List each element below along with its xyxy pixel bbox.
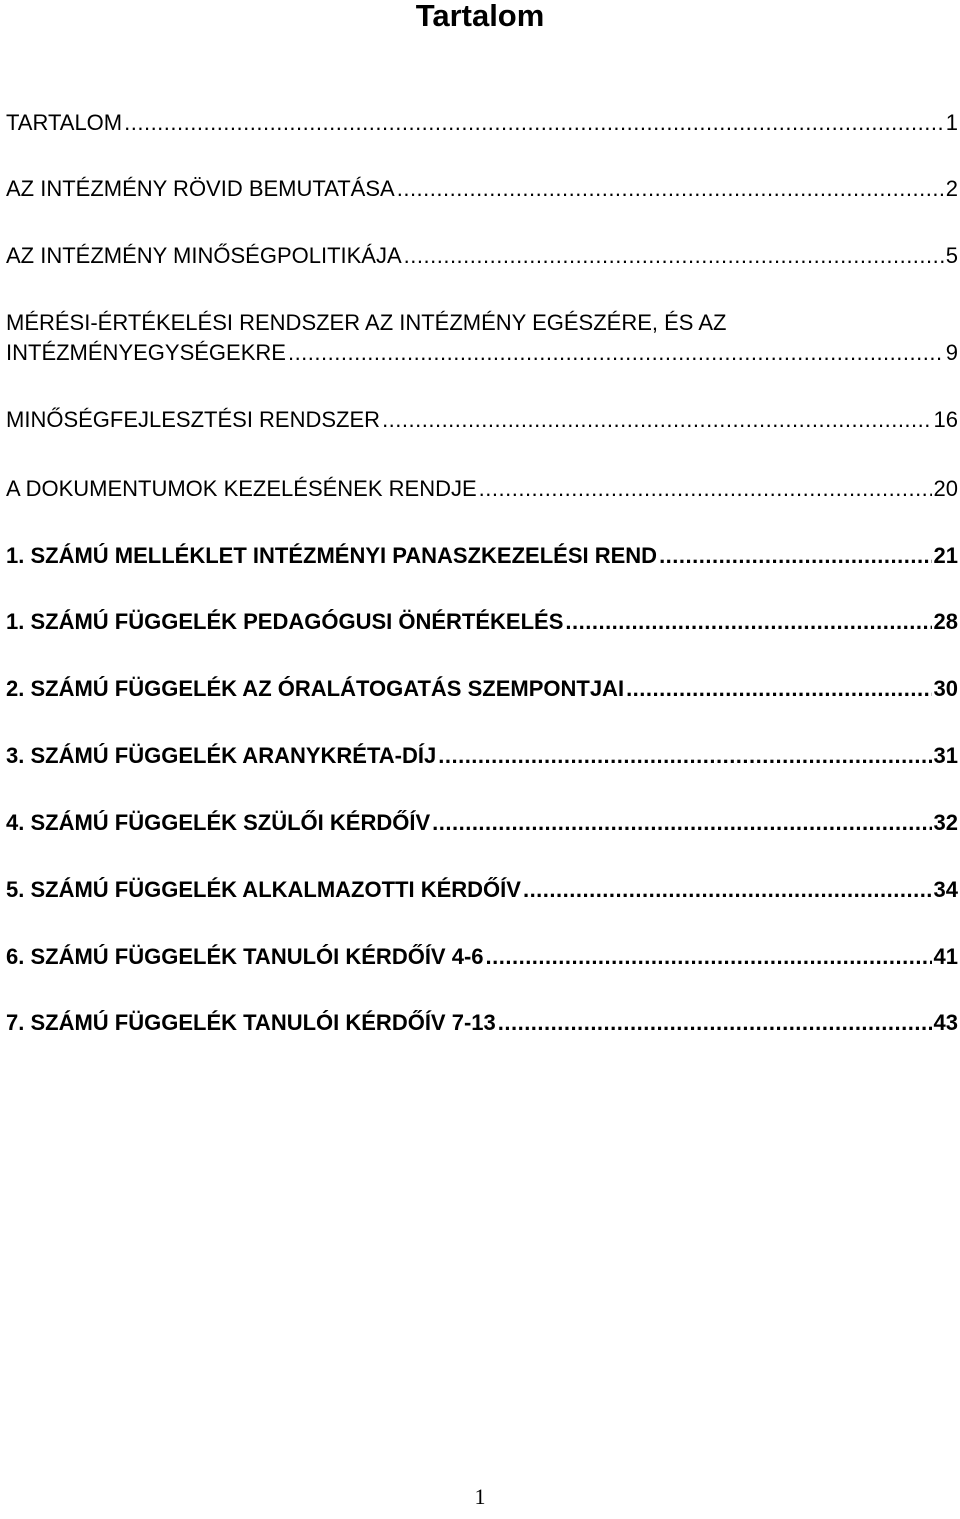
toc-entry-page: 32 <box>933 810 958 835</box>
toc-entry-page: 5 <box>945 243 958 268</box>
toc-dot-leader <box>438 741 931 771</box>
toc-dot-leader <box>124 108 944 138</box>
toc-entry-fuggelek-5[interactable] <box>6 875 958 905</box>
toc-dot-leader <box>432 808 931 838</box>
toc-entry-page: 28 <box>933 609 958 634</box>
toc-dot-leader <box>486 942 932 972</box>
toc-entry-page: 21 <box>933 543 958 568</box>
toc-entry-fuggelek-7[interactable] <box>6 1008 958 1038</box>
toc-entry-label: 2. SZÁMÚ FÜGGELÉK AZ ÓRALÁTOGATÁS SZEMPONTJAI <box>6 676 625 701</box>
toc-dot-leader <box>288 338 944 368</box>
toc-entry-label: MINŐSÉGFEJLESZTÉSI RENDSZER <box>6 407 381 432</box>
page-number: 1 <box>474 1484 486 1509</box>
toc-entry-label: A DOKUMENTUMOK KEZELÉSÉNEK RENDJE <box>6 476 477 501</box>
toc-entry-minosegpolitika[interactable] <box>6 241 958 271</box>
toc-dot-leader <box>565 607 931 637</box>
toc-entry-label: AZ INTÉZMÉNY RÖVID BEMUTATÁSA <box>6 176 395 201</box>
toc-dot-leader <box>404 241 944 271</box>
toc-entry-page: 2 <box>945 176 958 201</box>
toc-entry-fuggelek-3[interactable] <box>6 741 958 771</box>
toc-dot-leader <box>523 875 932 905</box>
toc-entry-label: 5. SZÁMÚ FÜGGELÉK ALKALMAZOTTI KÉRDŐÍV <box>6 877 521 902</box>
toc-dot-leader <box>626 674 931 704</box>
toc-entry-fuggelek-2[interactable] <box>6 674 958 704</box>
toc-entry-page: 9 <box>945 340 958 365</box>
toc-dot-leader <box>479 474 932 504</box>
toc-entry-page: 20 <box>933 476 958 501</box>
toc-entry-label: 3. SZÁMÚ FÜGGELÉK ARANYKRÉTA-DÍJ <box>6 743 437 768</box>
toc-entry-tartalom[interactable] <box>6 108 958 138</box>
toc-entry-page: 34 <box>933 877 958 902</box>
toc-entry-label: AZ INTÉZMÉNY MINŐSÉGPOLITIKÁJA <box>6 243 402 268</box>
toc-entry-label: TARTALOM <box>6 110 123 135</box>
toc-dot-leader <box>382 405 931 435</box>
toc-entry-label: 6. SZÁMÚ FÜGGELÉK TANULÓI KÉRDŐÍV 4-6 <box>6 944 484 969</box>
toc-entry-label: 1. SZÁMÚ MELLÉKLET INTÉZMÉNYI PANASZKEZELÉSI REND <box>6 543 658 568</box>
toc-entry-page: 16 <box>933 407 958 432</box>
toc-entry-label: INTÉZMÉNYEGYSÉGEKRE <box>6 340 286 365</box>
toc-entry-fuggelek-6[interactable] <box>6 942 958 972</box>
toc-entry-label: 7. SZÁMÚ FÜGGELÉK TANULÓI KÉRDŐÍV 7-13 <box>6 1010 496 1035</box>
toc-entry-page: 30 <box>933 676 958 701</box>
toc-entry-bemutatasa[interactable] <box>6 174 958 204</box>
toc-entry-page: 1 <box>945 110 958 135</box>
page-title: Tartalom <box>415 0 545 33</box>
toc-entry-page: 41 <box>933 944 958 969</box>
toc-entry-meresi-ertekelesi[interactable] <box>6 308 958 368</box>
toc-entry-label: 4. SZÁMÚ FÜGGELÉK SZÜLŐI KÉRDŐÍV <box>6 810 431 835</box>
toc-entry-dokumentumok[interactable] <box>6 474 958 504</box>
toc-entry-page: 43 <box>933 1010 958 1035</box>
toc-dot-leader <box>397 174 944 204</box>
toc-entry-minosegfejlesztes[interactable] <box>6 405 958 435</box>
toc-entry-fuggelek-1[interactable] <box>6 607 958 637</box>
toc-dot-leader <box>498 1008 932 1038</box>
toc-entry-melleklet-1[interactable] <box>6 541 958 571</box>
toc-entry-label: 1. SZÁMÚ FÜGGELÉK PEDAGÓGUSI ÖNÉRTÉKELÉS <box>6 609 564 634</box>
toc-dot-leader <box>659 541 931 571</box>
toc-entry-page: 31 <box>933 743 958 768</box>
toc-entry-label-line1: MÉRÉSI-ÉRTÉKELÉSI RENDSZER AZ INTÉZMÉNY EGÉSZÉRE, ÉS AZ <box>6 310 727 335</box>
toc-entry-fuggelek-4[interactable] <box>6 808 958 838</box>
